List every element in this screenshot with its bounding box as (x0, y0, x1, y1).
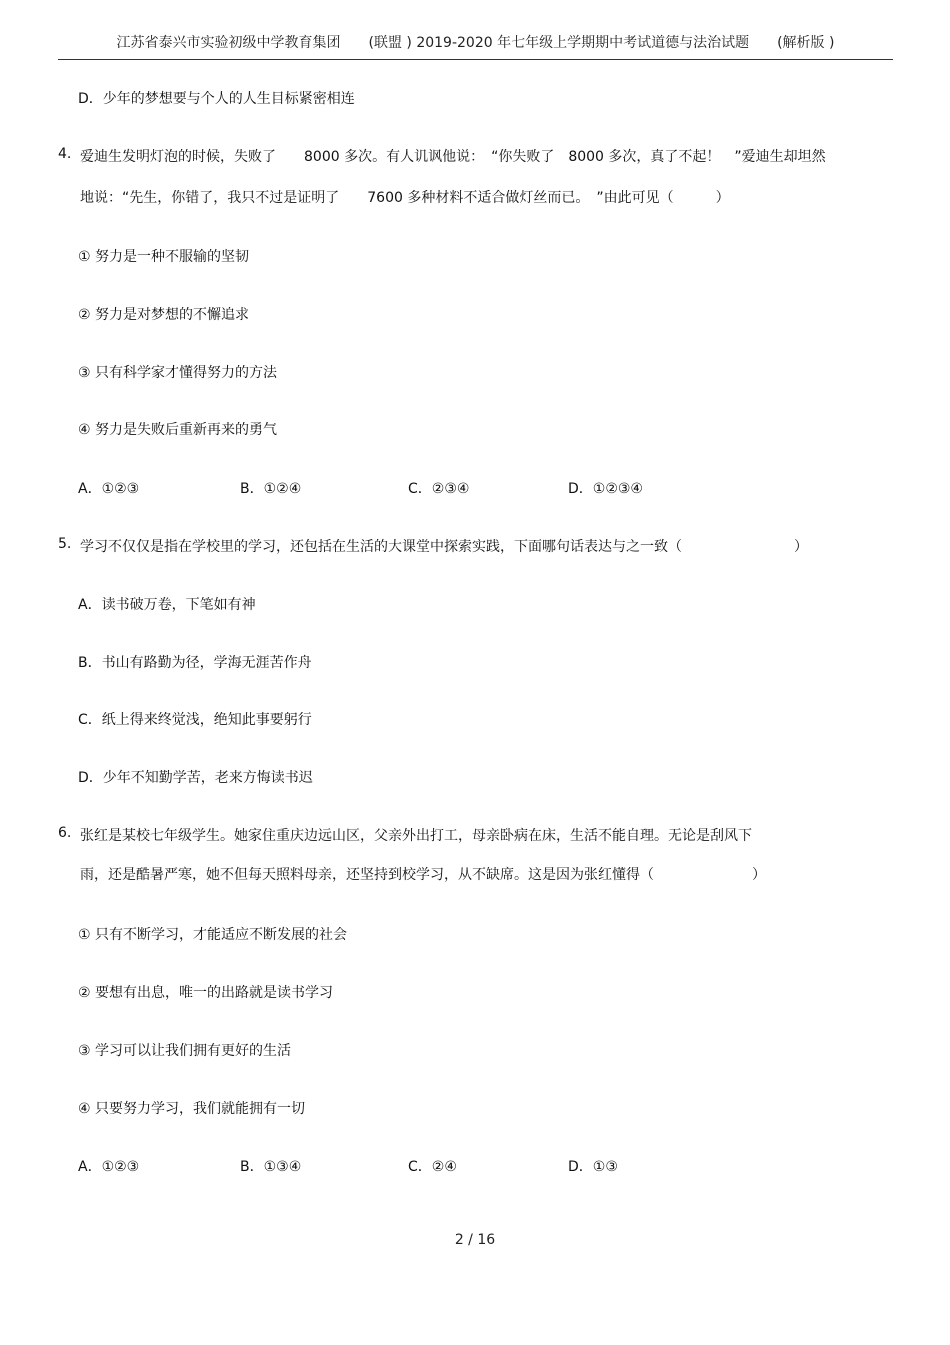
q4-number: 4. (58, 146, 72, 162)
q6-item-2: ② 要想有出息，唯一的出路就是读书学习 (78, 985, 333, 1001)
q6-option-b: B．①③④ (240, 1159, 302, 1175)
q6-option-a: A．①②③ (78, 1159, 140, 1175)
q3-option-d: D．少年的梦想要与个人的人生目标紧密相连 (78, 91, 355, 107)
q5-option-d: D．少年不知勤学苦，老来方悔读书迟 (78, 770, 313, 786)
q6-item-3: ③ 学习可以让我们拥有更好的生活 (78, 1043, 292, 1059)
q5-number: 5. (58, 536, 72, 552)
q4-stem-line1: 爱迪生发明灯泡的时候，失败了 8000 多次。有人讥讽他说： “你失败了 8000 多次，真了不起！ ”爱迪生却坦然 (80, 149, 826, 165)
q4-item-4: ④ 努力是失败后重新再来的勇气 (78, 422, 278, 438)
q4-option-d: D．①②③④ (568, 481, 643, 497)
q6-option-d: D．①③ (568, 1159, 618, 1175)
q4-item-3: ③ 只有科学家才懂得努力的方法 (78, 365, 278, 381)
q4-option-a: A．①②③ (78, 481, 140, 497)
page-number: 2 / 16 (454, 1232, 496, 1248)
q5-option-b: B．书山有路勤为径，学海无涯苦作舟 (78, 655, 312, 671)
q6-option-c: C．②④ (408, 1159, 457, 1175)
q4-item-2: ② 努力是对梦想的不懈追求 (78, 307, 250, 323)
q4-option-c: C．②③④ (408, 481, 470, 497)
header-divider (58, 59, 893, 60)
q6-number: 6. (58, 825, 72, 841)
q5-option-c: C．纸上得来终觉浅，绝知此事要躬行 (78, 712, 312, 728)
q6-stem-line1: 张红是某校七年级学生。她家住重庆边远山区，父亲外出打工，母亲卧病在床，生活不能自理。无论是刮风下 (80, 828, 752, 844)
q5-stem: 学习不仅仅是指在学校里的学习，还包括在生活的大课堂中探索实践，下面哪句话表达与之一致（ ） (80, 539, 808, 555)
q6-item-1: ① 只有不断学习，才能适应不断发展的社会 (78, 927, 347, 943)
q6-item-4: ④ 只要努力学习，我们就能拥有一切 (78, 1101, 306, 1117)
q4-stem-line2: 地说：“先生，你错了，我只不过是证明了 7600 多种材料不适合做灯丝而已。 ”由此可见（ ） (80, 190, 730, 206)
q4-item-1: ① 努力是一种不服输的坚韧 (78, 249, 250, 265)
page-header: 江苏省泰兴市实验初级中学教育集团 (联盟 ) 2019-2020 年七年级上学期期中考试道德与法治试题 (解析版 ) (116, 35, 835, 51)
q5-option-a: A．读书破万卷，下笔如有神 (78, 597, 256, 613)
q4-option-b: B．①②④ (240, 481, 302, 497)
q6-stem-line2: 雨，还是酷暑严寒，她不但每天照料母亲，还坚持到校学习，从不缺席。这是因为张红懂得（ ） (80, 867, 766, 883)
